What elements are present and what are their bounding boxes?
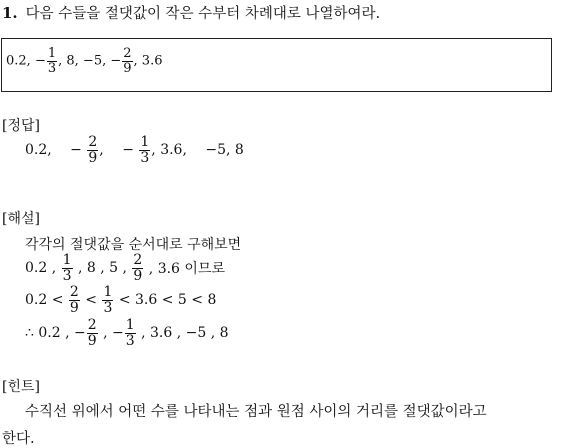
exp4-fraction-2-den: 3: [125, 332, 135, 349]
exp2-fraction-1-num: 1: [62, 252, 72, 268]
box-text-2: , 8, −5, −: [58, 53, 122, 69]
answer-fraction-2: [139, 135, 150, 165]
question-text: 다음 수들을 절댓값이 작은 수부터 차례대로 나열하여라.: [25, 6, 381, 22]
exp3-fraction-2-den: 3: [103, 299, 113, 316]
number-list-box: [1, 38, 552, 92]
box-fraction-1-den: 3: [47, 60, 57, 76]
explanation-line-4: [25, 318, 229, 348]
explanation-line-3: [25, 285, 216, 315]
hint-label: [힌트]: [2, 379, 40, 395]
answer-fraction-2-den: 3: [140, 149, 150, 166]
explanation-line-2: [25, 253, 225, 283]
answer-item-2-sign: −: [70, 142, 82, 159]
number-list: [6, 47, 162, 75]
exp2-fraction-2: [132, 253, 143, 283]
answer-item-2-comma: ,: [99, 142, 104, 159]
exp2-text-a: 0.2 ,: [25, 260, 57, 277]
answer-item-5: −5, 8: [205, 142, 244, 159]
hint-line-1: 수직선 위에서 어떤 수를 나타내는 점과 원점 사이의 거리를 절댓값이라고: [25, 404, 487, 420]
exp3-fraction-2-num: 1: [103, 284, 113, 300]
question-number: 1.: [2, 4, 18, 22]
exp4-fraction-2-num: 1: [125, 317, 135, 333]
box-text-3: , 3.6: [133, 53, 163, 69]
exp4-text-b: , −: [103, 325, 124, 342]
box-fraction-1-num: 1: [47, 46, 57, 61]
exp3-fraction-2: [102, 285, 113, 315]
exp2-fraction-1: [62, 253, 73, 283]
answer-item-4: 3.6,: [160, 142, 187, 159]
exp3-text-a: 0.2 <: [25, 292, 64, 309]
answer-line: [25, 135, 244, 165]
box-fraction-2-den: 9: [123, 60, 132, 76]
exp2-fraction-2-num: 2: [133, 252, 143, 268]
answer-label: [정답]: [2, 118, 40, 134]
answer-fraction-2-num: 1: [140, 134, 150, 150]
question: [2, 2, 380, 23]
exp2-fraction-1-den: 3: [62, 267, 72, 284]
exp2-text-b: , 8 , 5 ,: [78, 260, 127, 277]
hint-line-2: 한다.: [2, 431, 35, 447]
answer-item-3-sign: −: [122, 142, 134, 159]
box-fraction-2: [122, 47, 132, 75]
exp2-fraction-2-den: 9: [133, 267, 143, 284]
answer-fraction-1: [87, 135, 98, 165]
exp3-fraction-1-den: 9: [69, 299, 79, 316]
exp4-text-c: , 3.6 , −5 , 8: [141, 325, 229, 342]
box-text-1: 0.2, −: [6, 53, 46, 69]
exp3-fraction-1-num: 2: [69, 284, 79, 300]
exp4-fraction-1-den: 9: [87, 332, 97, 349]
box-fraction-1: [47, 47, 57, 75]
exp4-fraction-1: [87, 318, 98, 348]
answer-item-3-comma: ,: [151, 142, 156, 159]
answer-item-1: 0.2,: [25, 142, 52, 159]
exp4-fraction-2: [125, 318, 136, 348]
explanation-label: [해설]: [2, 211, 40, 227]
exp4-text-a: ∴ 0.2 , −: [25, 325, 86, 342]
answer-fraction-1-num: 2: [88, 134, 98, 150]
box-fraction-2-num: 2: [123, 46, 132, 61]
explanation-line-1: 각각의 절댓값을 순서대로 구해보면: [25, 237, 242, 253]
exp3-text-b: <: [85, 292, 98, 309]
exp2-text-c: , 3.6 이므로: [148, 261, 225, 278]
exp3-text-c: < 3.6 < 5 < 8: [118, 292, 217, 309]
answer-fraction-1-den: 9: [88, 149, 98, 166]
exp4-fraction-1-num: 2: [87, 317, 97, 333]
exp3-fraction-1: [69, 285, 80, 315]
